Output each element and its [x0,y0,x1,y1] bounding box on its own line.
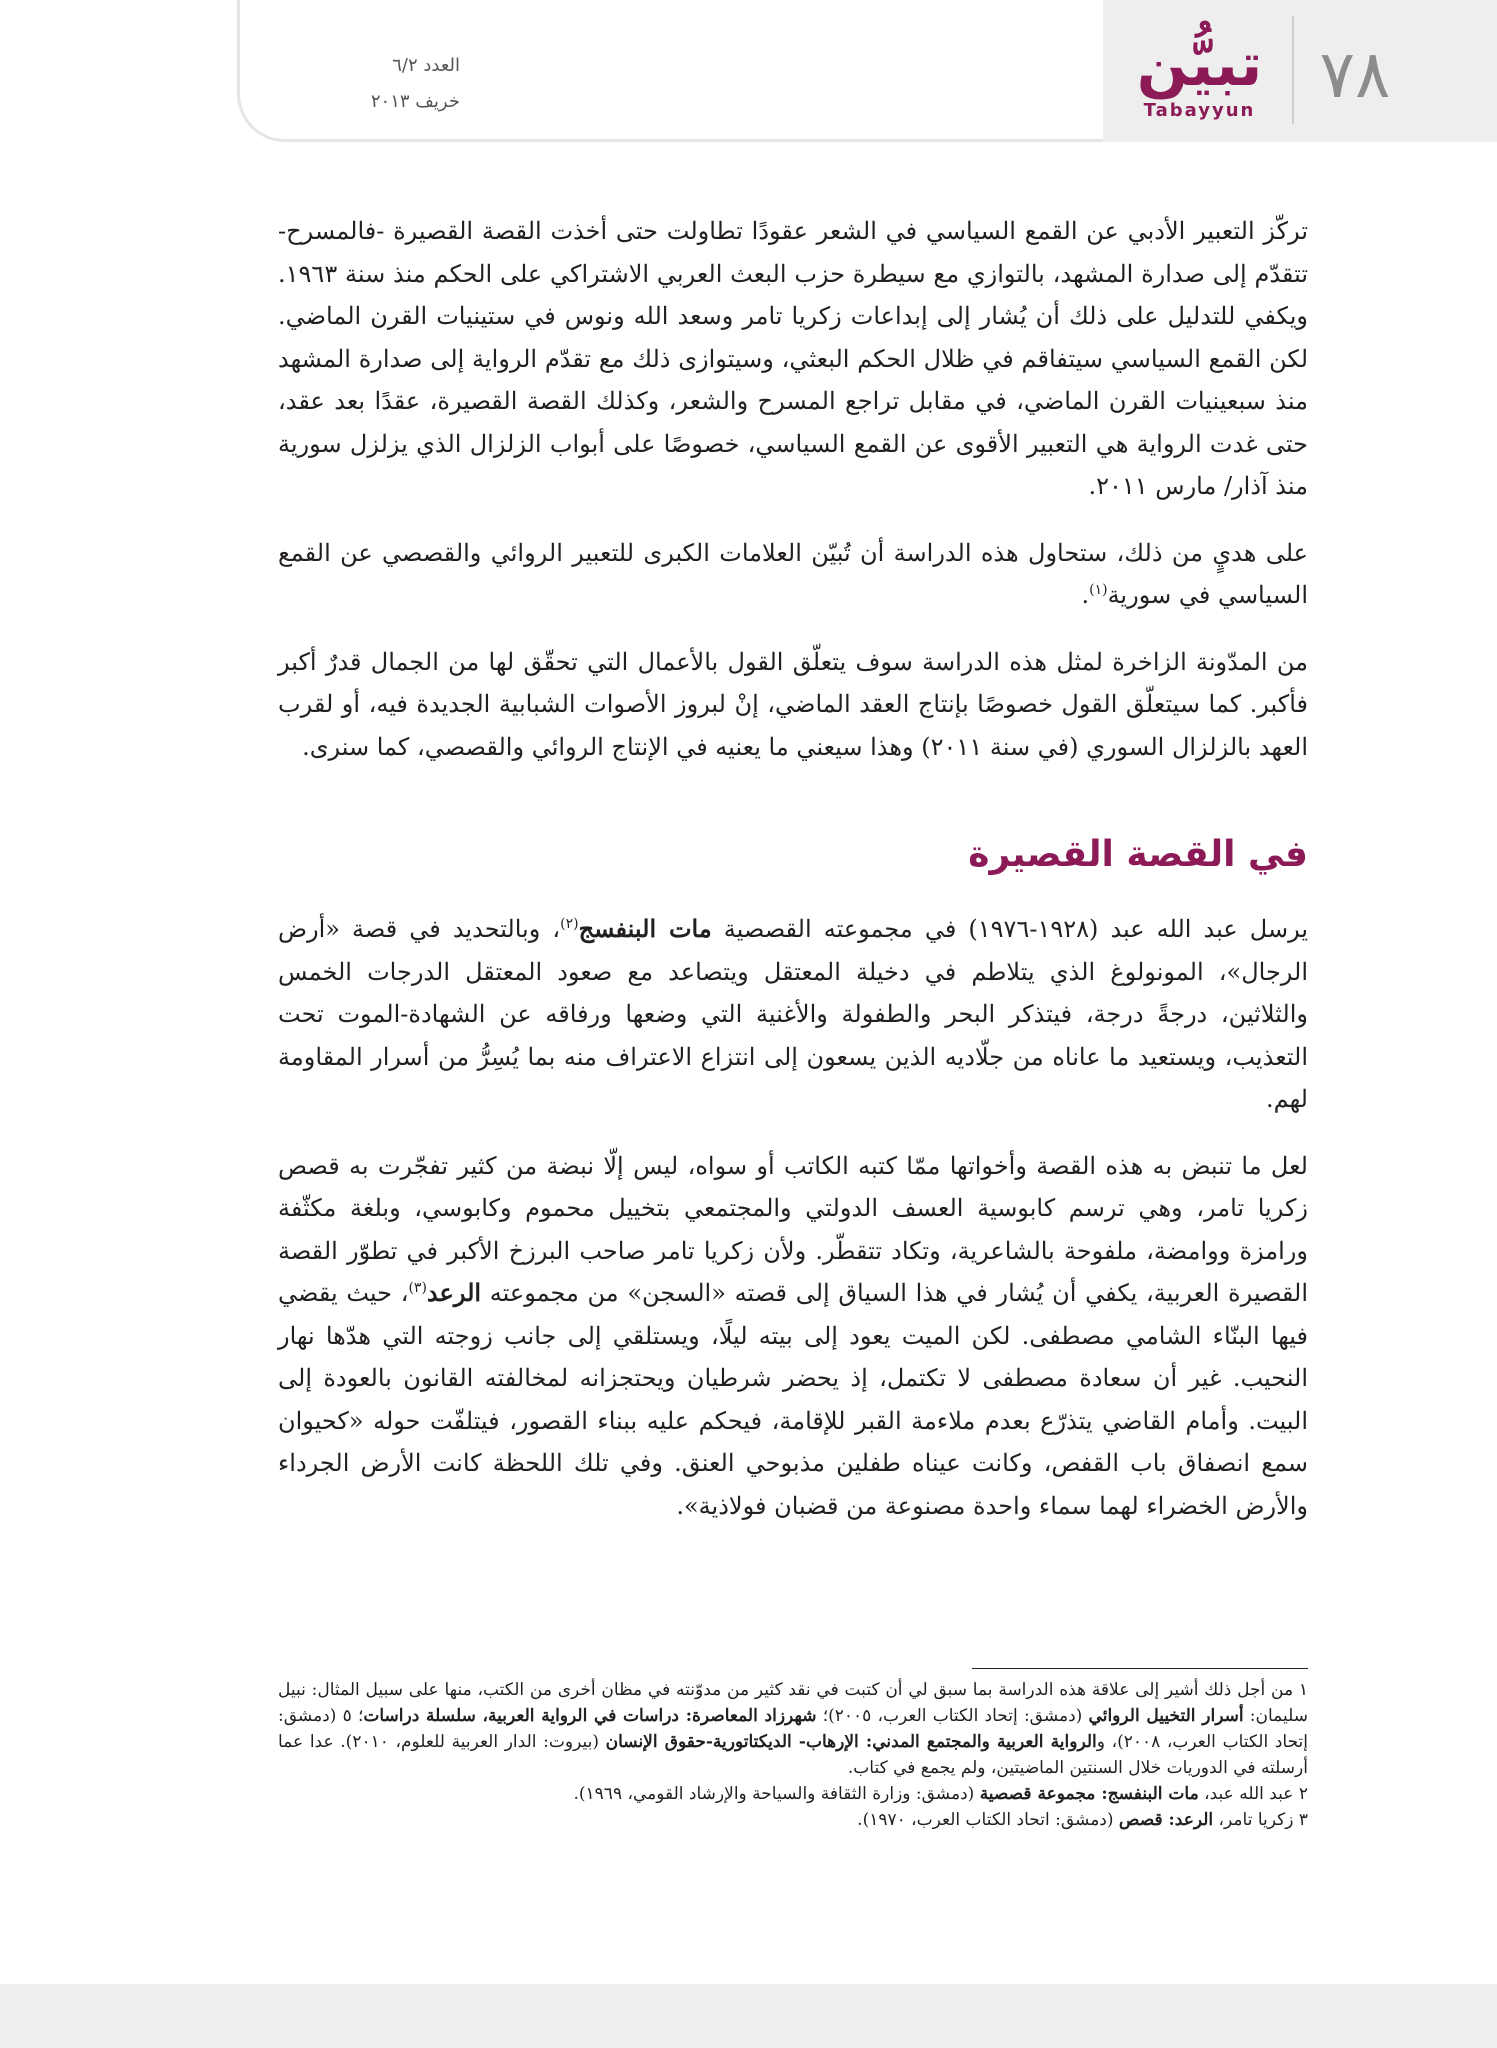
footnote-ref-1[interactable]: (١) [1089,582,1108,598]
header-divider [1292,16,1294,124]
footnote-ref-3[interactable]: (٣) [408,1280,427,1296]
paragraph-1: تركّز التعبير الأدبي عن القمع السياسي في الشعر عقودًا تطاولت حتى أخذت القصة القصيرة -فالمسرح- تتقدّم إلى صدارة المشهد، بالتوازي مع سيطرة حزب البعث العربي الاشتراكي على الحكم منذ سنة ١٩٦٣. ويكفي للتدليل على ذلك أن يُشار إلى إبداعات زكريا تامر وسعد الله ونوس في ستينيات القرن الماضي. لكن القمع السياسي سيتفاقم في ظلال الحكم البعثي، وسيتوازى ذلك مع تقدّم الرواية إلى صدارة المشهد منذ سبعينيات القرن الماضي، في مقابل تراجع المسرح والشعر، وكذلك القصة القصيرة، عقدًا بعد عقد، حتى غدت الرواية هي التعبير الأقوى عن القمع السياسي، خصوصًا على أبواب الزلزال الذي يزلزل سورية منذ آذار/ مارس ٢٠١١. [278,217,1309,500]
footnote-1-title-1: أسرار التخييل الروائي [1088,1706,1244,1726]
logo-latin-text: Tabayyun [1143,100,1256,121]
article-body [278,210,1308,1551]
paragraph-2 [278,532,1308,617]
footnote-3-title: الرعد: قصص [1118,1810,1214,1830]
bottom-band [0,1984,1497,2048]
section-heading: في القصة القصيرة [968,834,1308,875]
issue-season: خريف ٢٠١٣ [370,91,460,112]
logo-arabic-text: تبيُّن [1136,30,1263,100]
footnote-1-part-a: ١ من أجل ذلك أشير إلى علاقة هذه الدراسة بما سبق لي أن كتبت في نقد كثير من مدوّنته في مظان أخرى من الكتب، منها على سبيل المثال: نبيل سليمان: [278,1680,1309,1726]
footnote-1-part-e: (بيروت: الدار العربية للعلوم، ٢٠١٠). عدا عما أرسلته في الدوريات خلال السنتين الماضيتين، ولم يجمع في كتاب. [278,1732,1308,1778]
paragraph-5-start: لعل ما تنبض به هذه القصة وأخواتها ممّا كتبه الكاتب أو سواه، ليس إلّا نبضة من كثير تفجّرت به قصص زكريا تامر، وهي ترسم كابوسية العسف الدولتي والمجتمعي بتخييل محموم وكابوسي، وبلغة مكثّفة ورامزة ووامضة، ملفوحة بالشاعرية، وتكاد تتقطّر. ولأن زكريا تامر صاحب البرزخ الأكبر في تطوّر القصة القصيرة العربية، يكفي أن يُشار في هذا السياق إلى قصته «السجن» من مجموعته [278,1151,1308,1307]
footnote-1-part-c: (دمشق: إتحاد الكتاب العرب، ٢٠٠٥)؛ [816,1706,1089,1726]
paragraph-3: من المدّونة الزاخرة لمثل هذه الدراسة سوف يتعلّق القول بالأعمال التي تحقّق لها من الجمال قدرٌ أكبر فأكبر. كما سيتعلّق القول خصوصًا بإنتاج العقد الماضي، إنْ لبروز الأصوات الشبابية الجديدة فيه، أو لقرب العهد بالزلزال السوري (في سنة ٢٠١١) وهذا سيعني ما يعنيه في الإنتاج الروائي والقصصي، كما سنرى. [278,647,1308,761]
footnote-1-title-3: الرواية العربية والمجتمع المدني: الإرهاب- الديكتاتورية-حقوق الإنسان [605,1732,1097,1752]
page-number: ٧٨ [1319,36,1391,113]
paragraph-4-rest: ، وبالتحديد في قصة «أرض الرجال»، المونولوغ الذي يتلاطم في دخيلة المعتقل ويتصاعد مع صعود المعتقل الدرجات الخمس والثلاثين، درجةً درجة، فيتذكر البحر والطفولة والأغنية التي وضعها ورفاقه عن الشهادة-الموت تحت التعذيب، ويستعيد ما عاناه من جلّاديه الذين يسعون إلى انتزاع الاعتراف منه بما يُسِرُّ من أسرار المقاومة لهم. [278,915,1308,1113]
paragraph-5-rest: ، حيث يقضي فيها البنّاء الشامي مصطفى. لكن الميت يعود إلى بيته ليلًا، ويستلقي إلى جانب زوجته التي هدّها نهار النحيب. غير أن سعادة مصطفى لا تكتمل، إذ يحضر شرطيان ويحتجزانه لمخالفته القانون بالعودة إلى البيت. وأمام القاضي يتذرّع بعدم ملاءمة القبر للإقامة، فيحكم عليه ببناء القصور، فيتلفّت حوله «كحيوان سمع انصفاق باب القفص، وكانت عيناه طفلين مذبوحي العنق. وفي تلك اللحظة كانت الأرض الجرداء والأرض الخضراء لهما سماء واحدة مصنوعة من قضبان فولاذية». [278,1279,1308,1520]
paragraph-4-start: يرسل عبد الله عبد (١٩٢٨-١٩٧٦) في مجموعته القصصية [711,915,1308,943]
footnote-3-part-a: ٣ زكريا تامر، [1213,1810,1308,1830]
footnote-ref-2[interactable]: (٢) [560,916,579,932]
paragraph-2-end: . [1081,581,1090,609]
paragraph-4 [278,908,1308,1121]
issue-info [260,48,460,120]
issue-number: العدد ٦/٢ [392,55,460,76]
footnote-1 [278,1677,1308,1781]
footnote-3-part-c: (دمشق: اتحاد الكتاب العرب، ١٩٧٠). [857,1810,1119,1830]
paragraph-2-text: على هديٍ من ذلك، ستحاول هذه الدراسة أن تُبيّن العلامات الكبرى للتعبير الروائي والقصصي عن القمع السياسي في سورية [278,538,1308,609]
book-title-alraad: الرعد [426,1278,482,1307]
footnote-1-title-2: شهرزاد المعاصرة: دراسات في الرواية العربية، سلسلة دراسات [363,1706,817,1726]
journal-logo [1122,28,1277,130]
footnote-rule [972,1668,1308,1669]
footnotes [278,1668,1308,1833]
footnote-2-title: مات البنفسج: مجموعة قصصية [979,1784,1199,1804]
footnote-1-part-d: ؛ ٥ (دمشق: إتحاد الكتاب العرب، ٢٠٠٨)، و [278,1706,1309,1752]
book-title-mat-albanafsaj: مات البنفسج [578,914,712,943]
footnote-2 [278,1781,1308,1807]
paragraph-5 [278,1145,1308,1528]
footnote-3 [278,1807,1308,1833]
footnote-2-part-c: (دمشق: وزارة الثقافة والسياحة والإرشاد القومي، ١٩٦٩). [573,1784,980,1804]
footnote-2-part-a: ٢ عبد الله عبد، [1198,1784,1308,1804]
